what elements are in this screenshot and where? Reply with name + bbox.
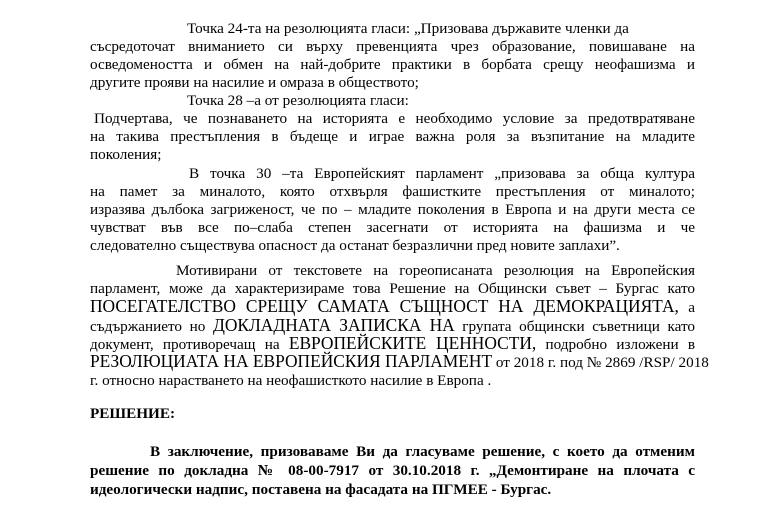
motivation-line-5-end: подробно изложени в <box>545 336 695 353</box>
motivation-line-5-start: документ, противоречащ на <box>90 336 280 353</box>
motivation-caps-values: ЕВРОПЕЙСКИТЕ ЦЕННОСТИ, <box>288 333 537 353</box>
paragraph-24-line-1: Точка 24-та на резолюцията гласи: „Призовава държавите членки да <box>187 20 629 37</box>
paragraph-30-line-5: следователно съществува опасност да останат безразлични пред новите заплахи”. <box>90 237 620 254</box>
decision-line-3: идеологически надпис, поставена на фасадата на ПГМЕЕ - Бургас. <box>90 481 552 498</box>
motivation-line-6 <box>90 351 709 372</box>
decision-line-2: решение по докладна № 08-00-7917 от 30.10.2018 г. „Демонтиране на плочата с <box>90 462 695 479</box>
motivation-line-4-end: групата общински съветници като <box>462 318 695 335</box>
motivation-line-3 <box>90 297 695 317</box>
paragraph-30-line-3: изразява дълбока загриженост, че по – младите поколения в Европа и на други места се <box>90 201 695 218</box>
decision-line-1: В заключение, призоваваме Ви да гласуваме решение, с което да отменим <box>150 443 695 460</box>
motivation-line-4-start: съдържанието но <box>90 318 206 335</box>
decision-heading: РЕШЕНИЕ: <box>90 405 176 422</box>
paragraph-28-line-1: Точка 28 –а от резолюцията гласи: <box>187 92 409 109</box>
paragraph-30-line-1: В точка 30 –та Европейският парламент „призовава за обща култура <box>189 165 695 182</box>
motivation-line-6-end: от 2018 г. под № 2869 /RSP/ 2018 <box>495 354 709 371</box>
paragraph-30-line-4: чувстват във все по–слаба степен засегнати от историята на фашизма и че <box>90 219 695 236</box>
motivation-caps-report: ДОКЛАДНАТА ЗАПИСКА НА <box>212 315 455 335</box>
paragraph-30-line-2: на памет за миналото, която отхвърля фашистките престъпления от миналото; <box>90 183 695 200</box>
paragraph-24-line-4: другите прояви на насилие и омраза в обществото; <box>90 74 419 91</box>
motivation-line-1: Мотивирани от текстовете на гореописаната резолюция на Европейския <box>176 262 695 279</box>
motivation-line-3-tail: а <box>688 299 695 316</box>
paragraph-24-line-2: съсредоточат вниманието си върху превенцията чрез образование, повишаване на <box>90 38 695 55</box>
motivation-line-2: парламент, може да характеризираме това Решение на Общински съвет – Бургас като <box>90 280 695 297</box>
motivation-line-7: г. относно нарастването на неофашисткото насилие в Европа . <box>90 372 492 389</box>
paragraph-28-line-2: Подчертава, че познаването на историята е необходимо условие за предотвратяване <box>94 110 695 127</box>
motivation-caps-resolution: РЕЗОЛЮЦИАТА НА ЕВРОПЕЙСКИЯ ПАРЛАМЕНТ <box>90 351 493 371</box>
paragraph-28-line-4: поколения; <box>90 146 162 163</box>
paragraph-24-line-3: осведомеността и обмен на най-добрите практики в борбата срещу неофашизма и <box>90 56 695 73</box>
motivation-caps-democracy: ПОСЕГАТЕЛСТВО СРЕЩУ САМАТА СЪЩНОСТ НА ДЕМОКРАЦИЯТА, <box>90 296 679 316</box>
paragraph-28-line-3: на такива престъпления в бъдеще и играе важна роля за възпитание на младите <box>90 128 695 145</box>
